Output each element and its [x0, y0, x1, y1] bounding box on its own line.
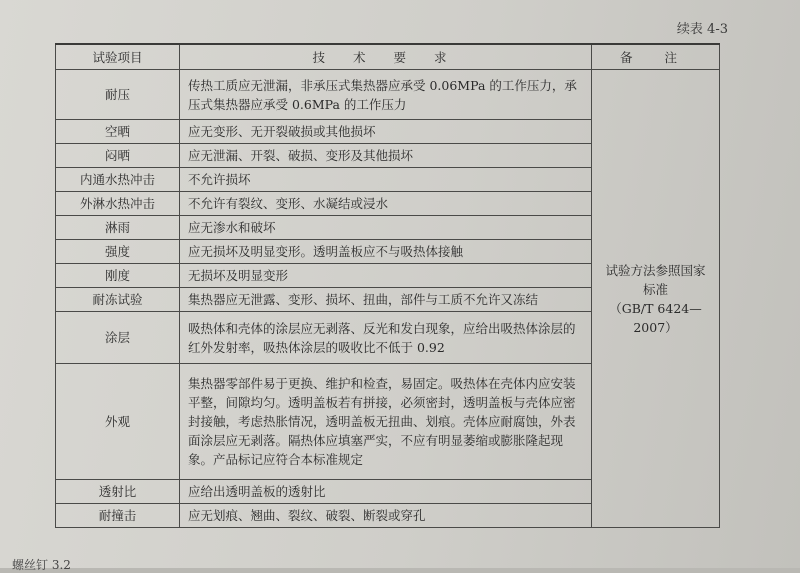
row-requirement: 不允许损坏	[180, 168, 592, 192]
row-item: 耐撞击	[56, 504, 180, 528]
row-item: 刚度	[56, 264, 180, 288]
row-requirement: 传热工质应无泄漏，非承压式集热器应承受 0.06MPa 的工作压力，承压式集热器应承受 0.6MPa 的工作压力	[180, 70, 592, 120]
row-item: 耐压	[56, 70, 180, 120]
remarks-cell	[592, 70, 720, 528]
row-requirement: 应无划痕、翘曲、裂纹、破裂、断裂或穿孔	[180, 504, 592, 528]
row-item: 外观	[56, 364, 180, 480]
header-technical-requirement: 技 术 要 求	[180, 44, 592, 70]
row-item: 耐冻试验	[56, 288, 180, 312]
row-requirement: 集热器零部件易于更换、维护和检查，易固定。吸热体在壳体内应安装平整，间隙均匀。透明盖板若有拼接，必须密封，透明盖板与壳体应密封接触，考虑热胀情况，透明盖板无扭曲、划痕。壳体应耐腐蚀，外表面涂层应无剥落。隔热体应填塞严实，不应有明显萎缩或膨胀隆起现象。产品标记应符合本标准规定	[180, 364, 592, 480]
row-requirement: 应无泄漏、开裂、破损、变形及其他损坏	[180, 144, 592, 168]
row-requirement: 不允许有裂纹、变形、水凝结或浸水	[180, 192, 592, 216]
row-requirement: 集热器应无泄露、变形、损坏、扭曲，部件与工质不允许又冻结	[180, 288, 592, 312]
table-row	[56, 70, 720, 120]
remarks-line-2: 标准	[642, 281, 668, 297]
test-requirements-table	[55, 43, 720, 528]
footer-text-fragment: 螺丝钉 3.2	[12, 558, 71, 572]
row-requirement: 应无损坏及明显变形。透明盖板应不与吸热体接触	[180, 240, 592, 264]
row-item: 透射比	[56, 480, 180, 504]
continued-table-label: 续表 4-3	[676, 22, 728, 37]
row-requirement: 应无变形、无开裂破损或其他损坏	[180, 120, 592, 144]
row-requirement: 应无渗水和破坏	[180, 216, 592, 240]
row-requirement: 无损坏及明显变形	[180, 264, 592, 288]
row-item: 闷晒	[56, 144, 180, 168]
remarks-line-1: 试验方法参照国家	[605, 262, 706, 278]
row-item: 淋雨	[56, 216, 180, 240]
header-remarks: 备 注	[592, 44, 720, 70]
row-item: 外淋水热冲击	[56, 192, 180, 216]
table-header-row	[56, 44, 720, 70]
row-requirement: 应给出透明盖板的透射比	[180, 480, 592, 504]
row-item: 空晒	[56, 120, 180, 144]
header-test-item: 试验项目	[56, 44, 180, 70]
row-item: 强度	[56, 240, 180, 264]
row-requirement: 吸热体和壳体的涂层应无剥落、反光和发白现象，应给出吸热体涂层的红外发射率，吸热体涂层的吸收比不低于 0.92	[180, 312, 592, 364]
row-item: 内通水热冲击	[56, 168, 180, 192]
row-item: 涂层	[56, 312, 180, 364]
remarks-line-3: （GB/T 6424—2007）	[609, 300, 702, 335]
